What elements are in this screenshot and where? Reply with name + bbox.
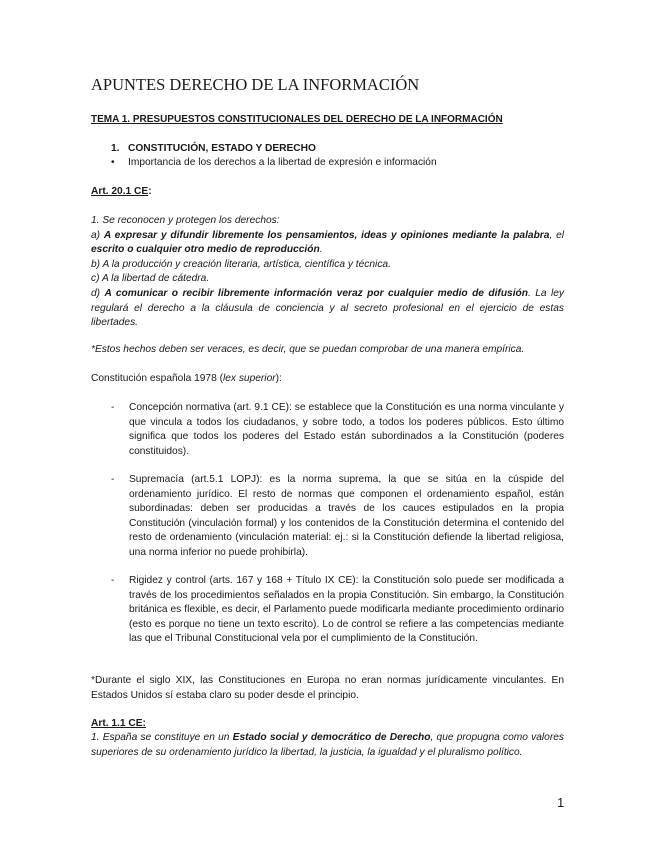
article-item-c: c) A la libertad de cátedra.: [91, 273, 210, 285]
article-heading-1-1: Art. 1.1 CE:: [91, 718, 146, 729]
bullet-item: [111, 156, 437, 171]
item-a-prefix: a): [91, 229, 104, 241]
footnote-siglo-xix: *Durante el siglo XIX, las Constituciones en Europa no eran normas jurídicamente vinculantes. En Estados Unidos sí estaba claro su poder desde el principio.: [91, 675, 564, 701]
item-a-end: .: [319, 244, 323, 256]
item-d-prefix: d): [91, 287, 105, 299]
item-a-mid: , el: [549, 229, 565, 241]
dash-icon: -: [111, 575, 115, 586]
article-item-a: [91, 229, 564, 258]
art11-post: , que propugna como valores superiores de su ordenamiento jurídico la libertad, la justicia, la igualdad y el pluralismo político.: [91, 732, 564, 758]
article-intro: 1. Se reconocen y protegen los derechos:: [91, 215, 280, 226]
page-number: 1: [557, 795, 565, 810]
tema-heading: TEMA 1. PRESUPUESTOS CONSTITUCIONALES DEL DERECHO DE LA INFORMACIÓN: [91, 114, 503, 125]
article-item-d: [91, 287, 564, 331]
list-item: [91, 473, 564, 561]
section-heading: [111, 142, 316, 157]
article-colon: :: [148, 186, 152, 197]
art11-bold: Estado social y democrático de Derecho: [232, 732, 431, 743]
section-number: 1.: [111, 143, 120, 154]
section-title: CONSTITUCIÓN, ESTADO Y DERECHO: [128, 143, 316, 154]
list-item-text: Concepción normativa (art. 9.1 CE): se establece que la Constitución es una norma vinculante y que vincula a todos los ciudadanos, y sobre todo, a todos los poderes públicos. Esto último significa que todos los poderes del Estado están subordinados a la Constitución (poderes constituidos).: [129, 402, 564, 457]
article-label: Art. 20.1 CE: [91, 186, 149, 197]
constitution-prefix: Constitución española 1978 (: [91, 373, 223, 384]
dash-icon: -: [111, 402, 115, 413]
list-item-text: Supremacía (art.5.1 LOPJ): es la norma suprema, la que se sitúa en la cúspide del ordenamiento jurídico. El resto de normas que componen el ordenamiento español, están subordinadas: deben ser producidas a través de los cauces estipulados en la propia Constitución (vinculación formal) y los contenidos de la Constitución determina el contenido del resto de ordenamiento (vinculación material: ej.: si la Constitución defiende la libertad religiosa, una norma inferior no puede prohibirla).: [129, 474, 564, 558]
list-item: [91, 401, 564, 459]
item-a-bold2: escrito o cualquier otro medio de reproducción: [91, 244, 320, 256]
article-20-1-text: [91, 214, 564, 331]
footnote-veraces: *Estos hechos deben ser veraces, es decir, que se puedan comprobar de una manera empírica.: [91, 344, 525, 355]
item-a-bold: A expresar y difundir libremente los pensamientos, ideas y opiniones mediante la palabra: [103, 229, 550, 241]
article-1-1-text: [91, 731, 564, 760]
list-item: [91, 574, 564, 647]
bullet-icon: •: [111, 157, 115, 168]
document-title: APUNTES DERECHO DE LA INFORMACIÓN: [91, 75, 420, 94]
art11-pre: 1. España se constituye en un: [91, 732, 233, 743]
list-item-text: Rigidez y control (arts. 167 y 168 + Título IX CE): la Constitución solo puede ser modificada a través de los procedimientos señalados en la propia Constitución. Sin embargo, la Constitución británica es flexible, es decir, el Parlamento puede modificarla mediante procedimiento ordinario (esto es porque no tiene un texto escrito). Lo de control se refiere a las competencias mediante las que el Tribunal Constitucional vela por el cumplimiento de la Constitución.: [129, 575, 564, 645]
dash-icon: -: [111, 474, 115, 485]
article-item-b: b) A la producción y creación literaria, artística, científica y técnica.: [91, 258, 391, 270]
constitution-heading: [91, 372, 282, 387]
constitution-suffix: ):: [275, 373, 282, 384]
item-d-rest: . La ley regulará el derecho a la cláusula de conciencia y al secreto profesional en el ejercicio de estas libertades.: [91, 287, 564, 329]
lex-superior: lex superior: [222, 373, 276, 384]
item-d-bold: A comunicar o recibir libremente información veraz por cualquier medio de difusión: [104, 287, 528, 299]
bullet-text: Importancia de los derechos a la libertad de expresión e información: [128, 157, 437, 168]
article-heading-20-1: [91, 185, 152, 200]
